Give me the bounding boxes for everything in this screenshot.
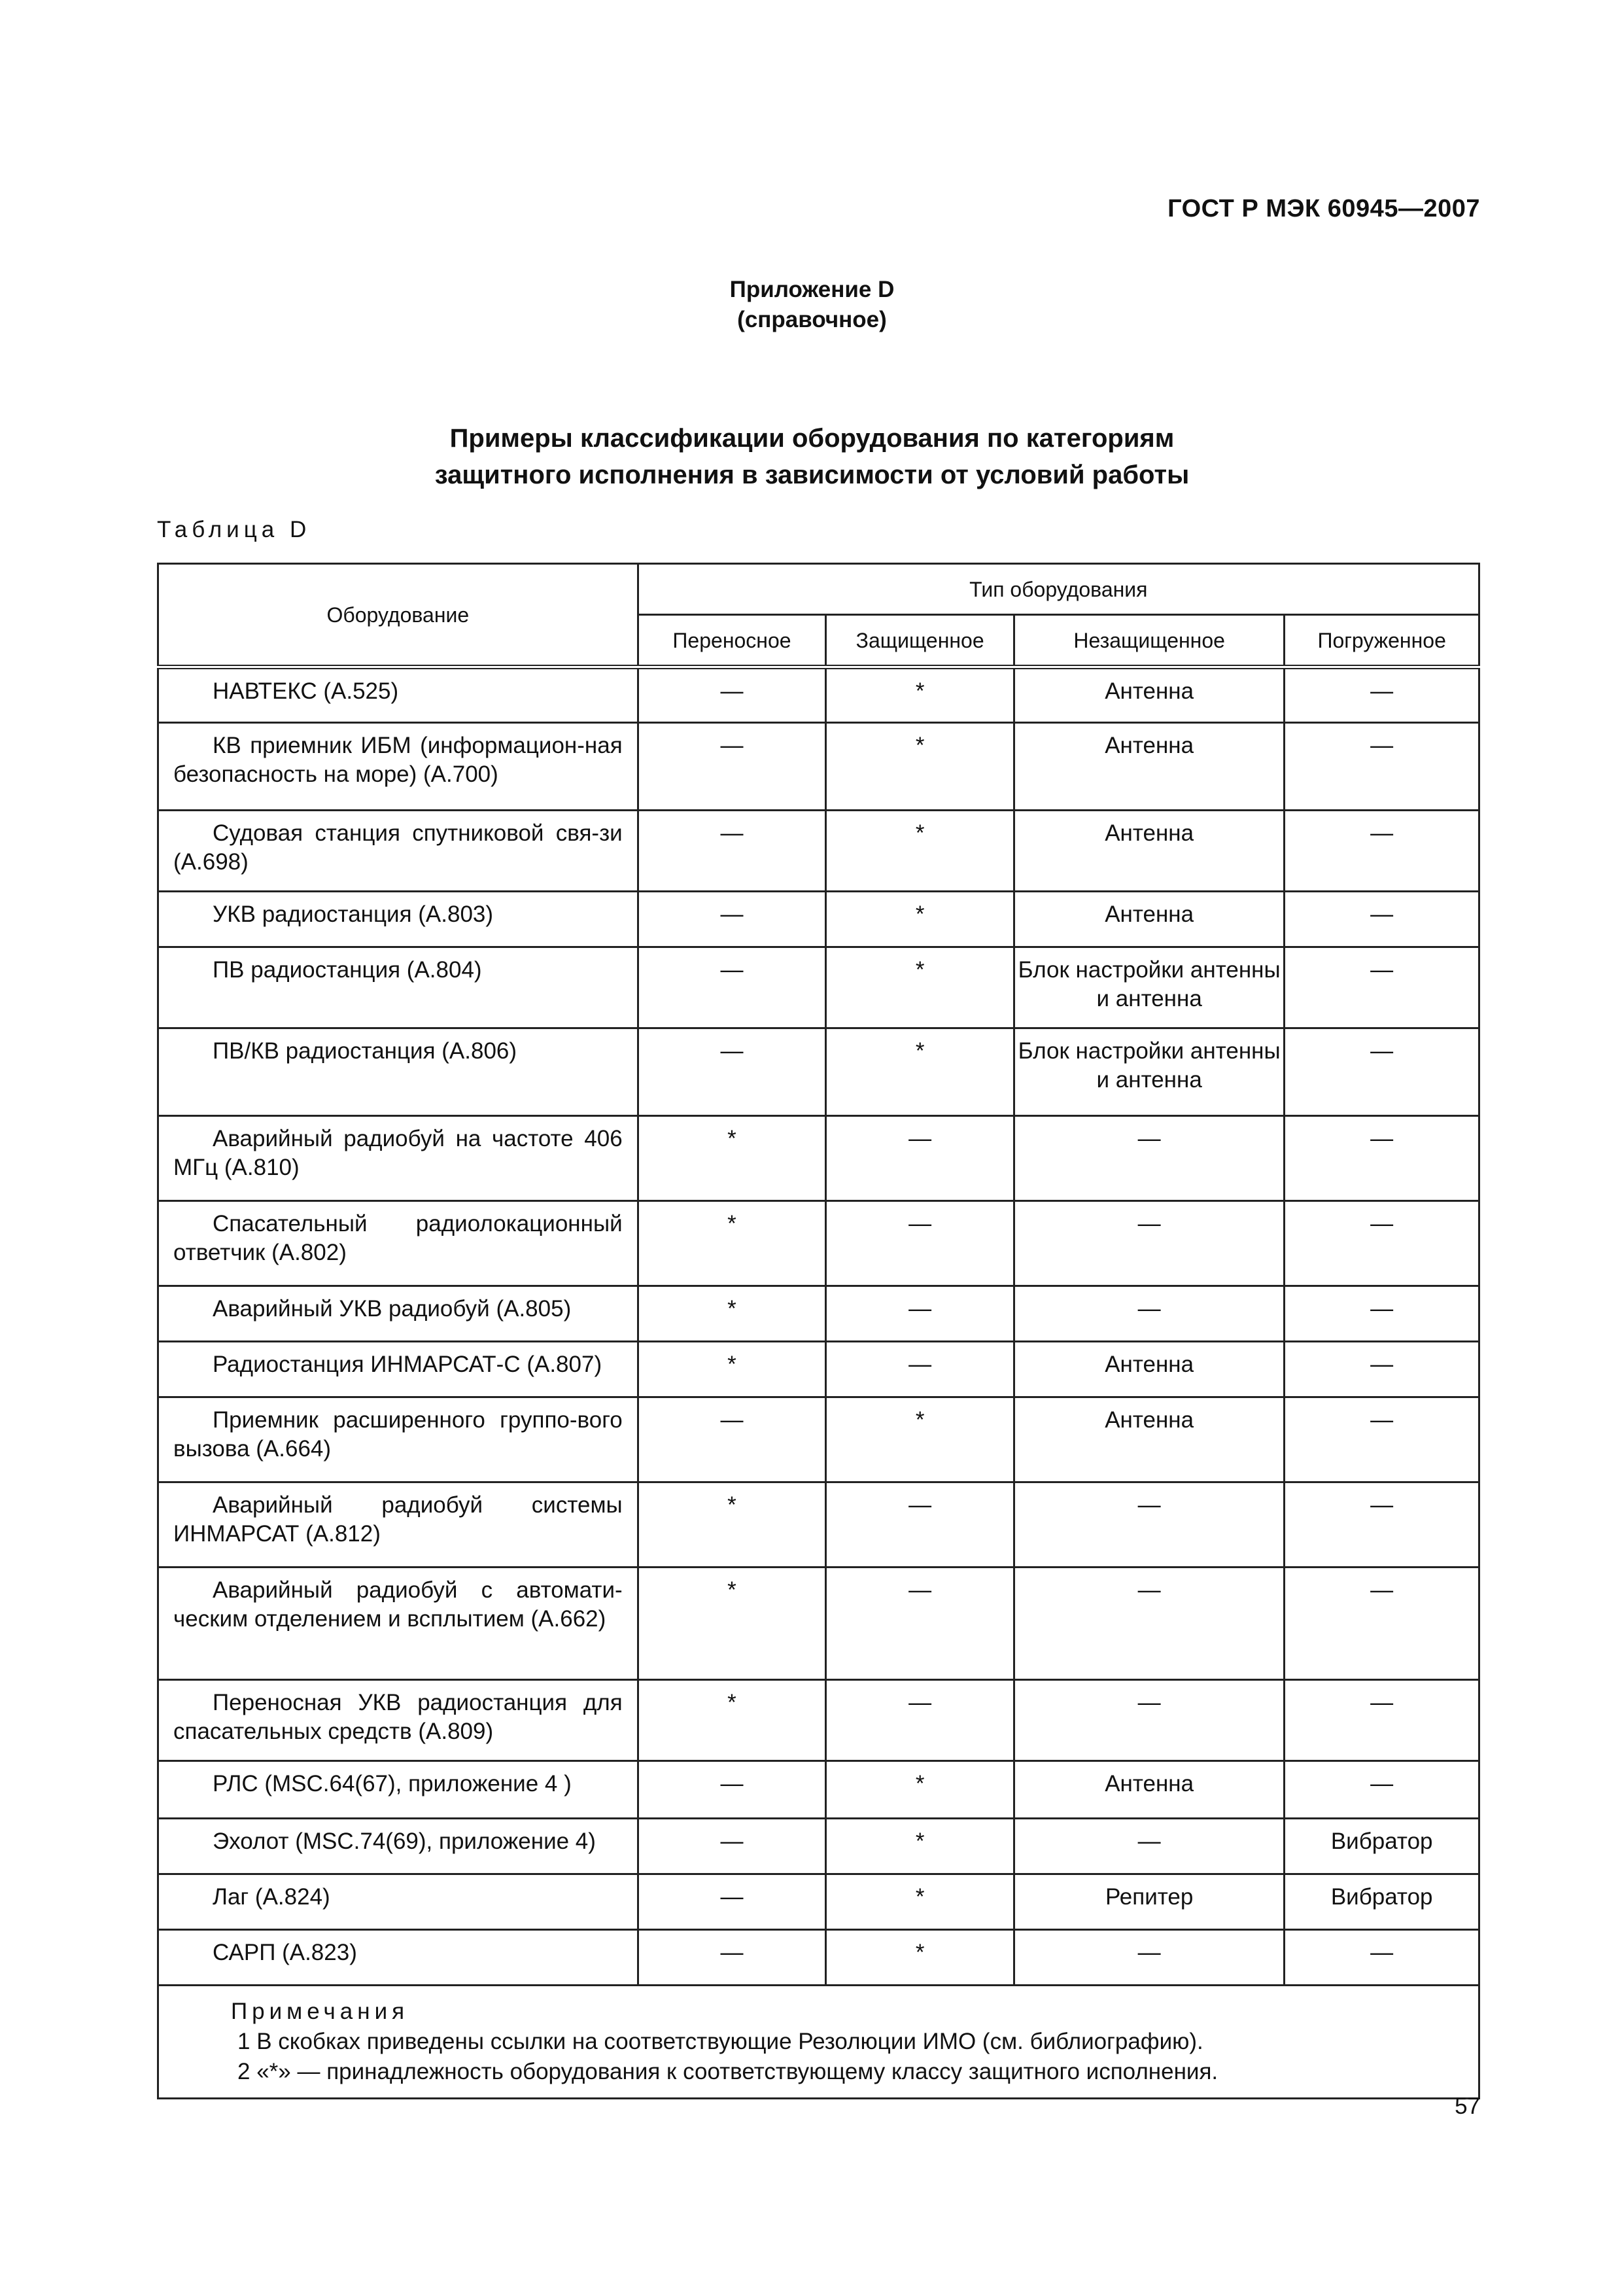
table-row xyxy=(158,723,1479,811)
equipment-name: Приемник расширенного группо-вого вызова (А.664) xyxy=(173,1407,623,1462)
submerged-cell: Вибратор xyxy=(1285,1874,1479,1930)
submerged-cell: — xyxy=(1285,723,1479,811)
portable-cell: * xyxy=(638,1286,826,1342)
equipment-name: Аварийный радиобуй на частоте 406 МГц (А.810) xyxy=(173,1126,623,1180)
protected-cell: — xyxy=(826,1286,1014,1342)
equipment-name: Аварийный УКВ радиобуй (А.805) xyxy=(213,1296,572,1322)
portable-cell: — xyxy=(638,1874,826,1930)
portable-cell: * xyxy=(638,1680,826,1761)
submerged-cell: — xyxy=(1285,1201,1479,1286)
protected-cell: * xyxy=(826,811,1014,892)
equipment-name: КВ приемник ИБМ (информацион-ная безопасность на море) (А.700) xyxy=(173,733,623,787)
appendix-heading xyxy=(0,275,1624,335)
portable-cell: * xyxy=(638,1482,826,1568)
equipment-name: САРП (А.823) xyxy=(213,1940,357,1965)
header-submerged: Погруженное xyxy=(1285,615,1479,667)
table-row xyxy=(158,1568,1479,1680)
notes-row xyxy=(158,1986,1479,2099)
unprotected-cell: Репитер xyxy=(1014,1874,1284,1930)
portable-cell: — xyxy=(638,1397,826,1482)
equipment-name: Переносная УКВ радиостанция для спасательных средств (А.809) xyxy=(173,1690,623,1744)
equipment-name: Судовая станция спутниковой свя-зи (А.698) xyxy=(173,820,623,875)
note-item: 1 В скобках приведены ссылки на соответствующие Резолюции ИМО (см. библиографию). xyxy=(237,2029,1203,2054)
protected-cell: * xyxy=(826,1397,1014,1482)
unprotected-cell: Антенна xyxy=(1014,811,1284,892)
equipment-name-cell xyxy=(158,892,638,947)
table-row xyxy=(158,1819,1479,1874)
equipment-name: ПВ радиостанция (А.804) xyxy=(213,957,482,983)
equipment-name-cell xyxy=(158,1286,638,1342)
equipment-name-cell xyxy=(158,1761,638,1819)
protected-cell: — xyxy=(826,1680,1014,1761)
note-item: 2 «*» — принадлежность оборудования к соответствующему классу защитного исполнения. xyxy=(237,2059,1218,2084)
submerged-cell: — xyxy=(1285,1028,1479,1116)
submerged-cell: — xyxy=(1285,1761,1479,1819)
table-row xyxy=(158,1930,1479,1986)
section-title-line-1: Примеры классификации оборудования по категориям xyxy=(449,424,1175,453)
equipment-table xyxy=(157,563,1480,2099)
submerged-cell: — xyxy=(1285,947,1479,1028)
portable-cell: — xyxy=(638,811,826,892)
equipment-name-cell xyxy=(158,1568,638,1680)
equipment-name-cell xyxy=(158,1819,638,1874)
unprotected-cell: Антенна xyxy=(1014,1342,1284,1397)
protected-cell: * xyxy=(826,1028,1014,1116)
table-row xyxy=(158,1482,1479,1568)
unprotected-cell: Антенна xyxy=(1014,892,1284,947)
portable-cell: — xyxy=(638,947,826,1028)
protected-cell: — xyxy=(826,1342,1014,1397)
portable-cell: * xyxy=(638,1201,826,1286)
unprotected-cell: — xyxy=(1014,1286,1284,1342)
portable-cell: * xyxy=(638,1342,826,1397)
unprotected-cell: Антенна xyxy=(1014,1397,1284,1482)
equipment-name-cell xyxy=(158,723,638,811)
equipment-name-cell xyxy=(158,667,638,723)
protected-cell: — xyxy=(826,1116,1014,1201)
equipment-name-cell xyxy=(158,1201,638,1286)
equipment-name-cell xyxy=(158,1930,638,1986)
page-number: 57 xyxy=(1455,2094,1480,2119)
portable-cell: * xyxy=(638,1568,826,1680)
unprotected-cell: Антенна xyxy=(1014,1761,1284,1819)
portable-cell: — xyxy=(638,1930,826,1986)
table-row xyxy=(158,667,1479,723)
document-standard-number: ГОСТ Р МЭК 60945—2007 xyxy=(1167,195,1480,222)
equipment-name-cell xyxy=(158,1342,638,1397)
submerged-cell: — xyxy=(1285,1342,1479,1397)
portable-cell: — xyxy=(638,1028,826,1116)
header-protected: Защищенное xyxy=(826,615,1014,667)
portable-cell: — xyxy=(638,892,826,947)
unprotected-cell: Блок настройки антенны и антенна xyxy=(1014,947,1284,1028)
table-row xyxy=(158,1116,1479,1201)
equipment-name-cell xyxy=(158,1874,638,1930)
equipment-name: Эхолот (MSC.74(69), приложение 4) xyxy=(213,1829,596,1854)
submerged-cell: — xyxy=(1285,1116,1479,1201)
unprotected-cell: — xyxy=(1014,1482,1284,1568)
table-row xyxy=(158,1761,1479,1819)
equipment-name-cell xyxy=(158,1116,638,1201)
submerged-cell: Вибратор xyxy=(1285,1819,1479,1874)
equipment-name: ПВ/КВ радиостанция (А.806) xyxy=(213,1038,517,1064)
equipment-name: Аварийный радиобуй с автомати-ческим отделением и всплытием (А.662) xyxy=(173,1577,623,1632)
equipment-name: УКВ радиостанция (А.803) xyxy=(213,902,494,927)
unprotected-cell: Блок настройки антенны и антенна xyxy=(1014,1028,1284,1116)
equipment-name: Радиостанция ИНМАРСАТ-С (А.807) xyxy=(213,1352,602,1377)
table-row xyxy=(158,811,1479,892)
notes-cell xyxy=(158,1986,1479,2099)
portable-cell: — xyxy=(638,667,826,723)
section-title-line-2: защитного исполнения в зависимости от условий работы xyxy=(434,461,1190,489)
table-row xyxy=(158,1680,1479,1761)
equipment-name: НАВТЕКС (А.525) xyxy=(213,678,399,704)
equipment-name-cell xyxy=(158,1028,638,1116)
unprotected-cell: — xyxy=(1014,1819,1284,1874)
protected-cell: * xyxy=(826,1761,1014,1819)
protected-cell: * xyxy=(826,1819,1014,1874)
table-row xyxy=(158,1201,1479,1286)
unprotected-cell: — xyxy=(1014,1116,1284,1201)
portable-cell: — xyxy=(638,1819,826,1874)
protected-cell: * xyxy=(826,1930,1014,1986)
equipment-name-cell xyxy=(158,1680,638,1761)
equipment-name-cell xyxy=(158,1397,638,1482)
protected-cell: * xyxy=(826,1874,1014,1930)
table-row xyxy=(158,892,1479,947)
unprotected-cell: — xyxy=(1014,1680,1284,1761)
portable-cell: * xyxy=(638,1116,826,1201)
equipment-name: РЛС (MSC.64(67), приложение 4 ) xyxy=(213,1771,572,1796)
submerged-cell: — xyxy=(1285,1568,1479,1680)
submerged-cell: — xyxy=(1285,811,1479,892)
table-row xyxy=(158,1342,1479,1397)
unprotected-cell: Антенна xyxy=(1014,667,1284,723)
table-label: Таблица D xyxy=(157,517,311,542)
portable-cell: — xyxy=(638,1761,826,1819)
submerged-cell: — xyxy=(1285,1930,1479,1986)
unprotected-cell: — xyxy=(1014,1930,1284,1986)
unprotected-cell: — xyxy=(1014,1201,1284,1286)
equipment-name: Лаг (А.824) xyxy=(213,1884,330,1910)
unprotected-cell: — xyxy=(1014,1568,1284,1680)
table-row xyxy=(158,1397,1479,1482)
appendix-title: Приложение D xyxy=(729,277,895,302)
appendix-subtitle: (справочное) xyxy=(737,307,887,332)
table-row xyxy=(158,947,1479,1028)
equipment-name-cell xyxy=(158,811,638,892)
submerged-cell: — xyxy=(1285,667,1479,723)
equipment-name: Аварийный радиобуй системы ИНМАРСАТ (А.812) xyxy=(173,1492,623,1547)
protected-cell: — xyxy=(826,1482,1014,1568)
table-header-row-1 xyxy=(158,564,1479,615)
section-title xyxy=(0,420,1624,493)
protected-cell: * xyxy=(826,723,1014,811)
portable-cell: — xyxy=(638,723,826,811)
header-portable: Переносное xyxy=(638,615,826,667)
protected-cell: — xyxy=(826,1201,1014,1286)
table-row xyxy=(158,1874,1479,1930)
protected-cell: — xyxy=(826,1568,1014,1680)
unprotected-cell: Антенна xyxy=(1014,723,1284,811)
header-equipment: Оборудование xyxy=(158,564,638,667)
equipment-name-cell xyxy=(158,1482,638,1568)
protected-cell: * xyxy=(826,947,1014,1028)
protected-cell: * xyxy=(826,667,1014,723)
notes-heading: Примечания xyxy=(231,1999,409,2024)
submerged-cell: — xyxy=(1285,1482,1479,1568)
equipment-name-cell xyxy=(158,947,638,1028)
table-row xyxy=(158,1286,1479,1342)
header-equipment-type: Тип оборудования xyxy=(638,564,1479,615)
submerged-cell: — xyxy=(1285,892,1479,947)
table-body xyxy=(158,564,1479,2099)
submerged-cell: — xyxy=(1285,1680,1479,1761)
protected-cell: * xyxy=(826,892,1014,947)
submerged-cell: — xyxy=(1285,1397,1479,1482)
submerged-cell: — xyxy=(1285,1286,1479,1342)
table-row xyxy=(158,1028,1479,1116)
equipment-name: Спасательный радиолокационный ответчик (А.802) xyxy=(173,1211,623,1265)
header-unprotected: Незащищенное xyxy=(1014,615,1284,667)
